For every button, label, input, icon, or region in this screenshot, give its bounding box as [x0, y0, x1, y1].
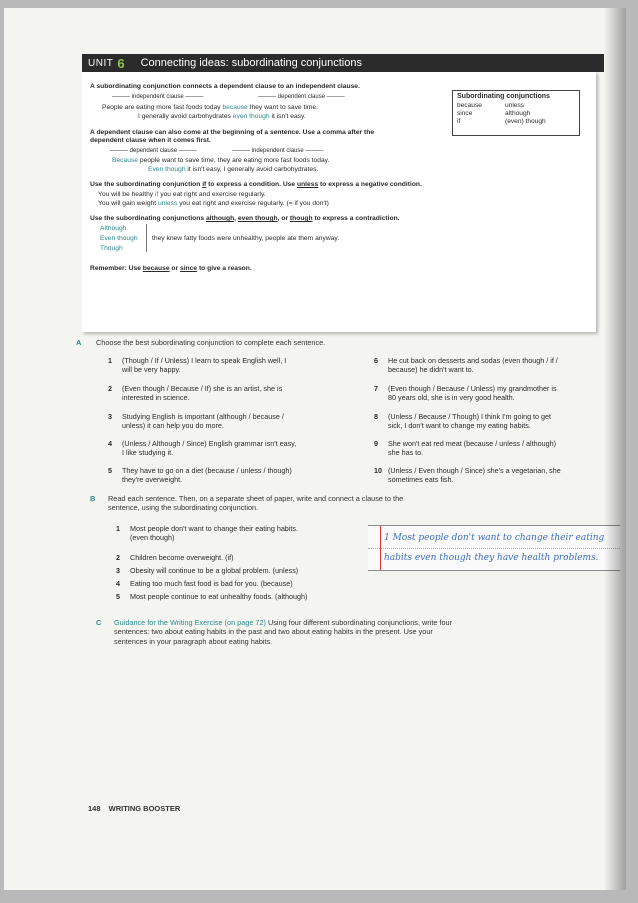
exercise-a-item: 2 (Even though / Because / If) she is an artist, she is interested in science.: [108, 384, 283, 403]
ruled-line: [368, 548, 620, 549]
conjunctions-col-1: because since if: [457, 102, 482, 125]
exercise-a-item: 5 They have to go on a diet (because / unless / though) they're overweight.: [108, 466, 292, 485]
exercise-c-instructions: Guidance for the Writing Exercise (on page 72) Using four different subordinating conjunctions, write four sentences: two about eating habits in the past and two about eating habits in the present. Use your sentences in your paragraph about eating habits.: [114, 618, 453, 646]
exercise-b-letter: B: [90, 494, 96, 503]
exercise-a-item: 7 (Even though / Because / Unless) my grandmother is 80 years old, she is in very good health.: [374, 384, 557, 403]
section-name: WRITING BOOSTER: [108, 804, 181, 813]
remember-note: Remember: Use because or since to give a reason.: [90, 265, 252, 272]
exercise-a-item: 8 (Unless / Because / Though) I think I'm going to get sick, I don't want to change my eating habits.: [374, 412, 552, 431]
handwritten-answer-line-2: habits even though they have health problems.: [384, 553, 599, 563]
exercise-a-item: 1 (Though / If / Unless) I learn to speak English well, I will be very happy.: [108, 356, 287, 375]
contra-2: Even though: [100, 235, 138, 242]
exercise-b-item: 1 Most people don't want to change their eating habits. (even though): [116, 524, 298, 543]
contra-3: Though: [100, 245, 123, 252]
example-2: I generally avoid carbohydrates even though it isn't easy.: [138, 113, 306, 120]
exercise-a-letter: A: [76, 338, 82, 347]
contra-text: they knew fatty foods were unhealthy, people ate them anyway.: [152, 235, 340, 242]
page-number: 148: [88, 804, 101, 813]
rule-3: Use the subordinating conjunction if to express a condition. Use unless to express a negative condition.: [90, 181, 422, 188]
exercise-a-instructions: Choose the best subordinating conjunction to complete each sentence.: [96, 338, 326, 347]
dependent-label: ——— dependent clause ———: [258, 94, 345, 100]
exercise-b-item: 5 Most people continue to eat unhealthy foods. (although): [116, 592, 308, 601]
exercise-c-letter: C: [96, 618, 102, 627]
rule-4: Use the subordinating conjunctions although, even though, or though to express a contradiction.: [90, 215, 400, 222]
conjunctions-col-2: unless although (even) though: [505, 102, 546, 125]
unit-number: 6: [117, 55, 125, 71]
unit-title: Connecting ideas: subordinating conjunctions: [140, 57, 362, 69]
exercise-a-item: 10 (Unless / Even though / Since) she's a vegetarian, she sometimes eats fish.: [374, 466, 561, 485]
unit-banner: [82, 54, 604, 72]
handwritten-answer-box: [368, 525, 620, 571]
unit-label: UNIT: [88, 57, 114, 69]
textbook-page: [4, 8, 626, 890]
exercise-a-item: 9 She won't eat red meat (because / unless / although) she has to.: [374, 439, 556, 458]
grammar-intro: A subordinating conjunction connects a dependent clause to an independent clause.: [90, 83, 360, 90]
rule-2: A dependent clause can also come at the beginning of a sentence. Use a comma after the: [90, 129, 375, 136]
dependent-label-2: ——— dependent clause ———: [110, 148, 197, 154]
conjunctions-list-title: Subordinating conjunctions: [457, 93, 550, 100]
independent-label: ——— independent clause ———: [112, 94, 204, 100]
example-5: You will be healthy if you eat right and exercise regularly.: [98, 191, 266, 198]
example-1: People are eating more fast foods today because they want to save time.: [102, 104, 319, 111]
handwritten-answer-line-1: 1 Most people don't want to change their eating: [384, 533, 605, 543]
page-footer: [88, 804, 180, 813]
exercise-b-item: 4 Eating too much fast food is bad for you. (because): [116, 579, 293, 588]
example-4: Even though it isn't easy, I generally avoid carbohydrates.: [148, 166, 319, 173]
contra-1: Although: [100, 225, 127, 232]
exercise-b-item: 2 Children become overweight. (if): [116, 553, 234, 562]
exercise-a-item: 3 Studying English is important (although / because / unless) it can help you do more.: [108, 412, 284, 431]
exercise-b-item: 3 Obesity will continue to be a global problem. (unless): [116, 566, 299, 575]
example-3: Because people want to save time, they are eating more fast foods today.: [112, 157, 330, 164]
grammar-box: [82, 72, 596, 332]
rule-2b: dependent clause when it comes first.: [90, 137, 211, 144]
exercise-a-item: 4 (Unless / Although / Since) English grammar isn't easy, I like studying it.: [108, 439, 297, 458]
example-6: You will gain weight unless you eat right and exercise regularly. (= if you don't): [98, 200, 329, 207]
contra-divider: [146, 224, 147, 252]
writing-guidance-link: Guidance for the Writing Exercise (on page 72): [114, 618, 266, 627]
exercise-b-instructions: Read each sentence. Then, on a separate sheet of paper, write and connect a clause to the sentence, using the subordinating conjunction.: [108, 494, 404, 513]
exercise-a-item: 6 He cut back on desserts and sodas (even though / if / because) he didn't want to.: [374, 356, 558, 375]
page-gutter-shadow: [604, 8, 626, 890]
conjunctions-list-box: [452, 90, 580, 136]
independent-label-2: ——— independent clause ———: [232, 148, 324, 154]
